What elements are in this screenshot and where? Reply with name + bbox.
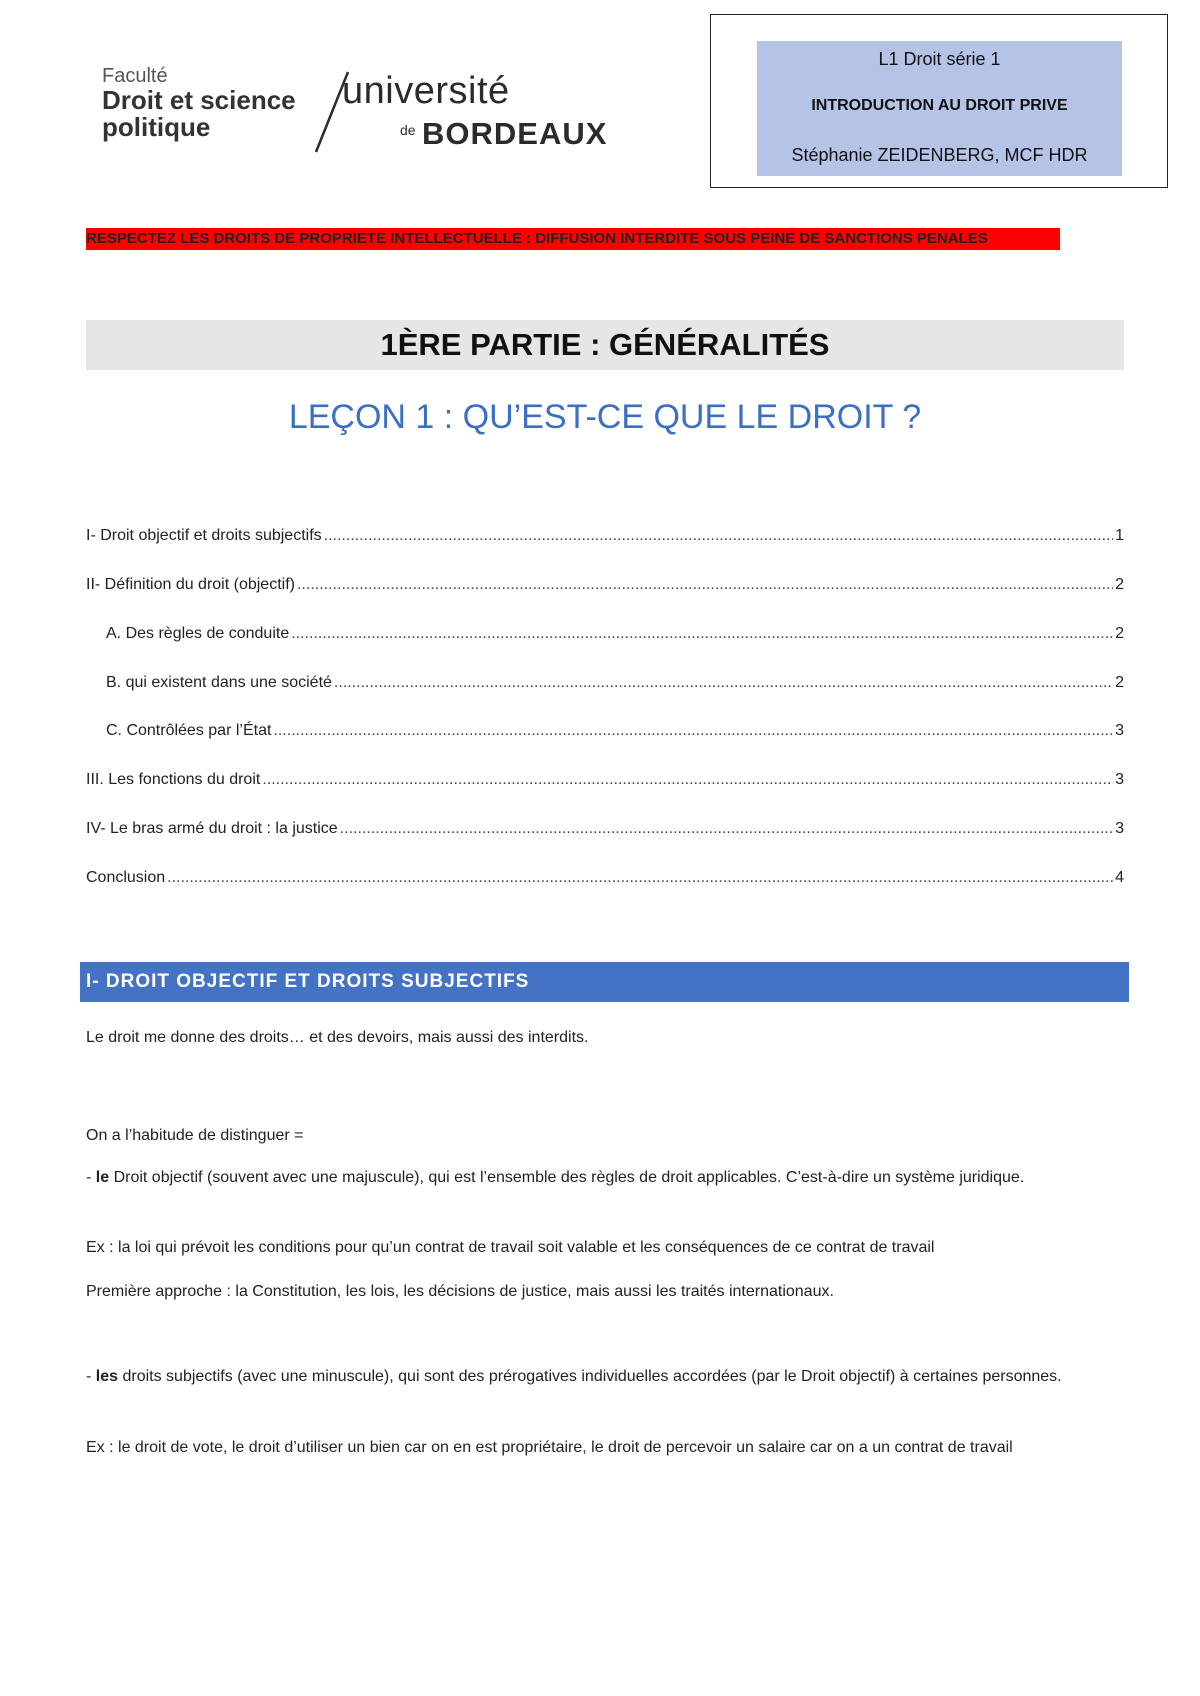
lesson-title: LEÇON 1 : QU’EST-CE QUE LE DROIT ? xyxy=(288,398,922,436)
toc-page-number: 2 xyxy=(1115,625,1124,642)
body-paragraph-intro: Le droit me donne des droits… et des devoirs, mais aussi des interdits. xyxy=(86,1029,589,1046)
course-label: L1 Droit série 1 xyxy=(878,49,1001,69)
course-subject: INTRODUCTION AU DROIT PRIVE xyxy=(811,97,1068,114)
toc-label: III. Les fonctions du droit xyxy=(86,771,261,788)
toc-entry-societe[interactable] xyxy=(106,674,1124,692)
toc-page-number: 1 xyxy=(1115,527,1124,544)
faculty-logo xyxy=(102,66,312,142)
bullet-dash: - xyxy=(86,1368,96,1385)
toc-entry-fonctions[interactable] xyxy=(86,771,1124,789)
toc-entry-etat[interactable] xyxy=(106,722,1124,740)
bold-article: les xyxy=(95,1368,119,1385)
toc-label: I- Droit objectif et droits subjectifs xyxy=(86,527,322,544)
toc-entry-justice[interactable] xyxy=(86,820,1124,838)
body-paragraph-example-2: Ex : le droit de vote, le droit d’utiliser un bien car on en est propriétaire, le droit de percevoir un salaire car on a un contrat de travail xyxy=(86,1439,1013,1456)
toc-label: II- Définition du droit (objectif) xyxy=(86,576,295,593)
toc-page-number: 3 xyxy=(1115,771,1124,788)
university-de: de xyxy=(400,122,416,138)
copyright-warning: RESPECTEZ LES DROITS DE PROPRIETE INTELLECTUELLE : DIFFUSION INTERDITE SOUS PEINE DE SANCTIONS PENALES xyxy=(86,228,1060,250)
toc-page-number: 3 xyxy=(1115,722,1124,739)
toc-label: IV- Le bras armé du droit : la justice xyxy=(86,820,338,837)
toc-label: A. Des règles de conduite xyxy=(106,625,290,642)
toc-page-number: 4 xyxy=(1115,869,1124,886)
paragraph-text: droits subjectifs (avec une minuscule), qui sont des prérogatives individuelles accordées (par le Droit objectif) à certaines personnes. xyxy=(118,1368,1062,1385)
toc-leader-dots xyxy=(291,625,1113,643)
faculty-label: Faculté xyxy=(102,65,168,87)
toc-entry-droit-objectif[interactable] xyxy=(86,527,1124,545)
faculty-name-line2: politique xyxy=(102,112,211,143)
toc-page-number: 2 xyxy=(1115,674,1124,691)
toc-page-number: 2 xyxy=(1115,576,1124,593)
toc-leader-dots xyxy=(297,576,1113,594)
body-paragraph-example-1: Ex : la loi qui prévoit les conditions pour qu’un contrat de travail soit valable et les conséquences de ce contrat de travail xyxy=(86,1239,935,1256)
body-paragraph-approach: Première approche : la Constitution, les lois, les décisions de justice, mais aussi les traités internationaux. xyxy=(86,1283,834,1300)
toc-leader-dots xyxy=(340,820,1113,838)
body-paragraph-droit-objectif xyxy=(86,1164,1122,1192)
faculty-name-line1: Droit et science xyxy=(102,85,296,115)
toc-leader-dots xyxy=(167,869,1113,887)
body-paragraph-distinguish: On a l’habitude de distinguer = xyxy=(86,1127,304,1144)
toc-entry-definition[interactable] xyxy=(86,576,1124,594)
body-paragraph-droits-subjectifs xyxy=(86,1363,1122,1391)
toc-label: B. qui existent dans une société xyxy=(106,674,332,691)
university-city: BORDEAUX xyxy=(422,116,608,151)
toc-label: Conclusion xyxy=(86,869,166,886)
paragraph-text: Droit objectif (souvent avec une majuscule), qui est l’ensemble des règles de droit applicables. C’est-à-dire un système juridique. xyxy=(109,1169,1025,1186)
university-logo xyxy=(312,64,608,160)
university-name: université xyxy=(342,70,510,112)
toc-entry-regles-conduite[interactable] xyxy=(106,625,1124,643)
toc-leader-dots xyxy=(324,527,1113,545)
bullet-dash: - xyxy=(86,1169,96,1186)
toc-entry-conclusion[interactable] xyxy=(86,869,1124,887)
toc-page-number: 3 xyxy=(1115,820,1124,837)
course-teacher: Stéphanie ZEIDENBERG, MCF HDR xyxy=(791,145,1088,165)
bold-article: le xyxy=(95,1169,110,1186)
toc-leader-dots xyxy=(262,771,1113,789)
toc-leader-dots xyxy=(334,674,1113,692)
section-heading: I- DROIT OBJECTIF ET DROITS SUBJECTIFS xyxy=(80,962,1129,1002)
course-info-box xyxy=(757,41,1122,176)
toc-leader-dots xyxy=(273,722,1113,740)
toc-label: C. Contrôlées par l’État xyxy=(106,722,272,739)
part-title: 1ÈRE PARTIE : GÉNÉRALITÉS xyxy=(86,320,1124,370)
